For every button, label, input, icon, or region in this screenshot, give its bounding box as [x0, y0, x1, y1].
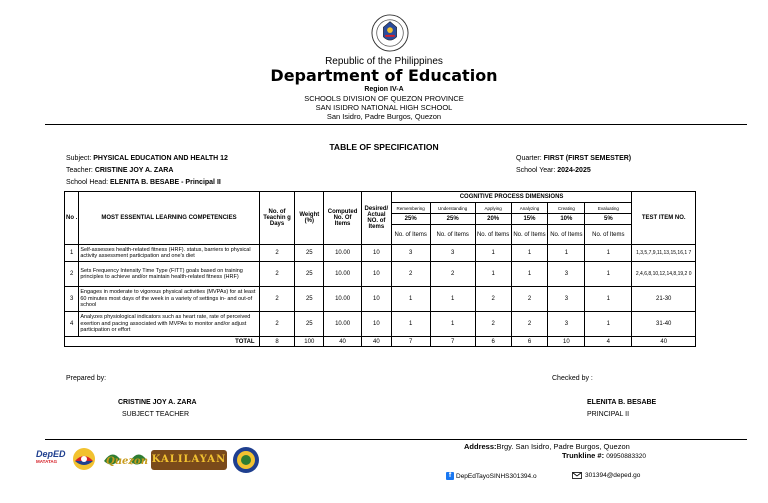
deped-seal-icon [371, 14, 409, 52]
row-weight: 25 [295, 262, 324, 287]
quarter-label: Quarter: [516, 155, 542, 162]
total-c-applying: 6 [475, 337, 511, 347]
info-left [66, 153, 228, 189]
facebook-icon: f [446, 472, 454, 480]
sub-items: No. of Items [430, 225, 475, 245]
row-desired: 10 [362, 312, 392, 337]
total-c-evaluating: 4 [585, 337, 632, 347]
row-c-creating: 1 [548, 245, 585, 262]
row-c-creating: 3 [548, 312, 585, 337]
table-row [65, 245, 696, 262]
school-line: SAN ISIDRO NATIONAL HIGH SCHOOL [315, 103, 453, 112]
prepared-label: Prepared by: [66, 375, 107, 382]
dim-creating: Creating [548, 203, 585, 214]
row-weight: 25 [295, 312, 324, 337]
quarter-value: FIRST (FIRST SEMESTER) [543, 155, 632, 162]
teacher-label: Teacher: [66, 167, 93, 174]
row-computed: 10.00 [324, 262, 362, 287]
row-c-applying: 1 [475, 262, 511, 287]
row-competency: Sets Frequency Intensity Time Type (FITT) goals based on training principles to achieve and/or maintain health-related fitness (HRF) [79, 262, 259, 287]
row-test-items: 2,4,6,8,10,12,14,8,19,2 0 [632, 262, 696, 287]
email-link[interactable] [572, 472, 640, 479]
row-no: 4 [65, 312, 79, 337]
total-computed: 40 [324, 337, 362, 347]
row-days: 2 [259, 287, 295, 312]
cognitive-dimensions-header: COGNITIVE PROCESS DIMENSIONS [391, 192, 632, 203]
pct-evaluating: 5% [585, 214, 632, 225]
row-no: 3 [65, 287, 79, 312]
footer-divider [45, 439, 747, 440]
row-c-evaluating: 1 [585, 245, 632, 262]
footer-address [464, 442, 630, 451]
row-c-applying: 1 [475, 245, 511, 262]
row-c-analyzing: 2 [511, 287, 548, 312]
year-value: 2024-2025 [557, 167, 591, 174]
total-days: 8 [259, 337, 295, 347]
col-computed-header: Computed No. Of Items [324, 192, 362, 245]
row-c-creating: 3 [548, 287, 585, 312]
col-test-item-header: TEST ITEM NO. [632, 192, 696, 245]
row-desired: 10 [362, 245, 392, 262]
info-right [516, 153, 631, 177]
row-days: 2 [259, 262, 295, 287]
quezon-logo [102, 449, 148, 471]
dim-analyzing: Analyzing [511, 203, 548, 214]
total-row [65, 337, 696, 347]
kalilayan-text: KALILAYAN [151, 454, 227, 465]
row-c-understanding: 1 [430, 312, 475, 337]
row-test-items: 1,3,5,7,9,11,13,15,16,1 7 [632, 245, 696, 262]
sub-items: No. of Items [391, 225, 430, 245]
sub-items: No. of Items [511, 225, 548, 245]
row-weight: 25 [295, 287, 324, 312]
table-row [65, 287, 696, 312]
dim-understanding: Understanding [430, 203, 475, 214]
dim-remembering: Remembering [391, 203, 430, 214]
dim-applying: Applying [475, 203, 511, 214]
checked-label: Checked by : [552, 375, 593, 382]
trunkline-value: 09950883320 [606, 453, 646, 460]
row-c-analyzing: 1 [511, 262, 548, 287]
row-c-remembering: 1 [391, 287, 430, 312]
bagong-pilipinas-logo-icon [72, 447, 96, 471]
prepared-title: SUBJECT TEACHER [122, 411, 190, 418]
row-desired: 10 [362, 287, 392, 312]
table-row [65, 312, 696, 337]
col-weight-header: Weight (%) [295, 192, 324, 245]
checked-title: PRINCIPAL II [587, 411, 630, 418]
doc-title: TABLE OF SPECIFICATION [329, 142, 439, 152]
department-title: Department of Education [270, 66, 498, 85]
pct-creating: 10% [548, 214, 585, 225]
row-weight: 25 [295, 245, 324, 262]
row-c-understanding: 3 [430, 245, 475, 262]
row-c-remembering: 2 [391, 262, 430, 287]
pct-applying: 20% [475, 214, 511, 225]
deped-logo [36, 449, 68, 464]
total-label: TOTAL [65, 337, 260, 347]
sub-items: No. of Items [585, 225, 632, 245]
subject-label: Subject: [66, 155, 92, 162]
header-divider [45, 124, 747, 125]
col-days-header: No. of Teachin g Days [259, 192, 295, 245]
sub-items: No. of Items [548, 225, 585, 245]
row-c-analyzing: 1 [511, 245, 548, 262]
specification-table [64, 191, 696, 347]
row-c-applying: 2 [475, 287, 511, 312]
sub-items: No. of Items [475, 225, 511, 245]
address-line: San Isidro, Padre Burgos, Quezon [326, 112, 442, 121]
footer-trunkline [562, 451, 646, 460]
facebook-text: DepEdTayoSINHS301394.o [456, 472, 537, 480]
row-competency: Engages in moderate to vigorous physical activities (MVPAs) for at least 60 minutes most days of the week in a variety of settings in- and out-of school [79, 287, 259, 312]
row-c-understanding: 2 [430, 262, 475, 287]
row-test-items: 31-40 [632, 312, 696, 337]
pct-analyzing: 15% [511, 214, 548, 225]
pct-understanding: 25% [430, 214, 475, 225]
facebook-link[interactable] [446, 472, 537, 480]
row-days: 2 [259, 312, 295, 337]
col-no-header: No . [65, 192, 79, 245]
deped-logo-text: DepED [36, 449, 66, 459]
row-c-evaluating: 1 [585, 312, 632, 337]
total-desired: 40 [362, 337, 392, 347]
total-test: 40 [632, 337, 696, 347]
row-c-evaluating: 1 [585, 262, 632, 287]
col-desired-header: Desired/ Actual NO. of Items [362, 192, 392, 245]
dim-evaluating: Evaluating [585, 203, 632, 214]
kalilayan-logo [151, 450, 227, 470]
row-computed: 10.00 [324, 245, 362, 262]
matatag-text: MATATAG [36, 459, 58, 464]
row-c-understanding: 1 [430, 287, 475, 312]
mail-icon [572, 472, 582, 479]
row-test-items: 21-30 [632, 287, 696, 312]
table-row [65, 262, 696, 287]
row-desired: 10 [362, 262, 392, 287]
quezon-text: Quezon [106, 456, 148, 467]
teacher-value: CRISTINE JOY A. ZARA [94, 167, 174, 174]
total-c-creating: 10 [548, 337, 585, 347]
division-line: SCHOOLS DIVISION OF QUEZON PROVINCE [304, 94, 464, 103]
email-text: 301394@deped.go [585, 472, 641, 479]
address-value: Brgy. San Isidro, Padre Burgos, Quezon [496, 442, 630, 451]
total-c-understanding: 7 [430, 337, 475, 347]
trunkline-label: Trunkline #: [562, 451, 605, 460]
republic-line: Republic of the Philippines [325, 56, 443, 67]
total-c-remembering: 7 [391, 337, 430, 347]
head-label: School Head: [66, 179, 109, 186]
row-c-applying: 2 [475, 312, 511, 337]
school-seal-icon [232, 446, 260, 474]
head-value: ELENITA B. BESABE - Principal II [109, 179, 221, 186]
row-no: 1 [65, 245, 79, 262]
year-label: School Year: [516, 167, 556, 174]
row-c-remembering: 3 [391, 245, 430, 262]
address-label: Address: [464, 442, 497, 451]
total-c-analyzing: 6 [511, 337, 548, 347]
row-computed: 10.00 [324, 287, 362, 312]
row-competency: Self-assesses health-related fitness (HRF). status, barriers to physical activity assessment participation and one's diet [79, 245, 259, 262]
row-c-analyzing: 2 [511, 312, 548, 337]
checked-name: ELENITA B. BESABE [587, 399, 657, 406]
prepared-name: CRISTINE JOY A. ZARA [118, 399, 197, 406]
row-c-remembering: 1 [391, 312, 430, 337]
total-weight: 100 [295, 337, 324, 347]
row-c-creating: 3 [548, 262, 585, 287]
pct-remembering: 25% [391, 214, 430, 225]
region-line: Region IV-A [364, 86, 404, 93]
row-c-evaluating: 1 [585, 287, 632, 312]
row-computed: 10.00 [324, 312, 362, 337]
row-days: 2 [259, 245, 295, 262]
row-competency: Analyzes physiological indicators such as heart rate, rate of perceived exertion and pacing associated with MVPAs to monitor and/or adjust participation or effort [79, 312, 259, 337]
col-competencies-header: MOST ESSENTIAL LEARNING COMPETENCIES [79, 192, 259, 245]
row-no: 2 [65, 262, 79, 287]
subject-value: PHYSICAL EDUCATION AND HEALTH 12 [93, 155, 228, 162]
